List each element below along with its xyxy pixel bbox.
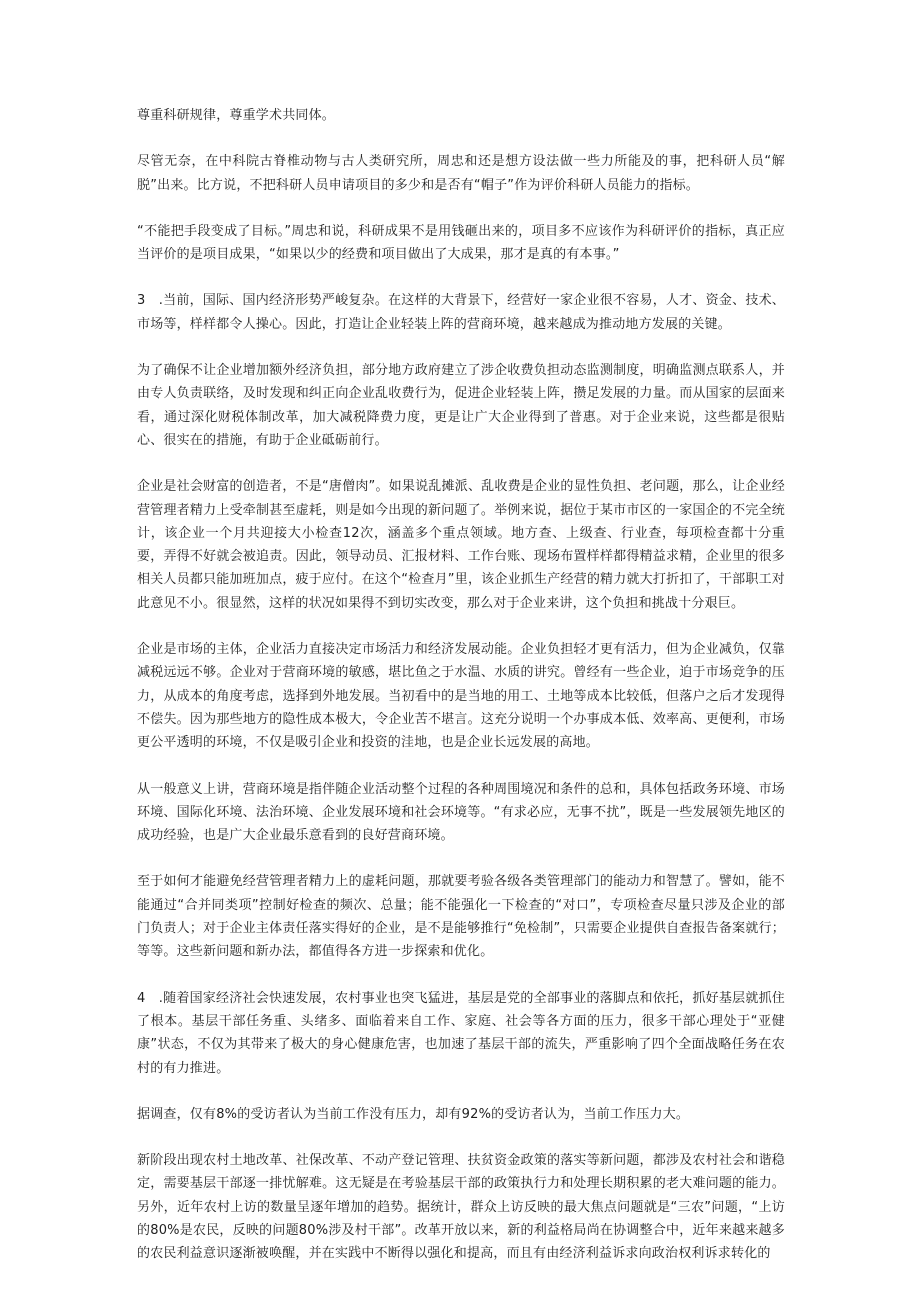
paragraph-6: 企业是社会财富的创造者，不是“唐僧肉”。如果说乱摊派、乱收费是企业的显性负担、老问题，那么，让企业经营管理者精力上受牵制甚至虚耗，则是如今出现的新问题了。举例来说，据位于某市市区的一家国企的不完全统计，该企业一个月共迎接大小检查12次，涵盖多个重点领域。地方查、上级查、行业查，每项检查都十分重要，弄得不好就会被追责。因此，领导动员、汇报材料、工作台账、现场布置样样都得精益求精，企业里的很多相关人员都只能加班加点，疲于应付。在这个“检查月”里，该企业抓生产经营的精力就大打折扣了，干部职工对此意见不小。很显然，这样的状况如果得不到切实改变，那么对于企业来讲，这个负担和挑战十分艰巨。: [137, 479, 785, 611]
paragraph-10: 4 .随着国家经济社会快速发展，农村事业也突飞猛进，基层是党的全部事业的落脚点和依托，抓好基层就抓住了根本。基层干部任务重、头绪多、面临着来自工作、家庭、社会等各方面的压力，很多干部心理处于“亚健康”状态，不仅为其带来了极大的身心健康危害，也加速了基层干部的流失，严重影响了四个全面战略任务在农村的有力推进。: [137, 990, 785, 1076]
paragraph-9: 至于如何才能避免经营管理者精力上的虚耗问题，那就要考验各级各类管理部门的能动力和智慧了。譬如，能不能通过“合并同类项”控制好检查的频次、总量；能不能强化一下检查的“对口”，专项检查尽量只涉及企业的部门负责人；对于企业主体责任落实得好的企业，是不是能够推行“免检制”，只需要企业提供自查报告备案就行；等等。这些新问题和新办法，都值得各方进一步探索和优化。: [137, 874, 785, 960]
paragraph-11: 据调查，仅有8%的受访者认为当前工作没有压力，却有92%的受访者认为，当前工作压力大。: [137, 1106, 690, 1122]
paragraph-3: “不能把手段变成了目标。”周忠和说，科研成果不是用钱砸出来的，项目多不应该作为科研评价的指标，真正应当评价的是项目成果，“如果以少的经费和项目做出了大成果，那才是真的有本事。”: [137, 223, 785, 263]
paragraph-4: 3 .当前，国际、国内经济形势严峻复杂。在这样的大背景下，经营好一家企业很不容易，人才、资金、技术、市场等，样样都令人操心。因此，打造让企业轻装上阵的营商环境，越来越成为推动地方发展的关键。: [137, 293, 785, 332]
paragraph-12: 新阶段出现农村土地改革、社保改革、不动产登记管理、扶贫资金政策的落实等新问题，都涉及农村社会和谐稳定，需要基层干部逐一排忧解难。这无疑是在考验基层干部的政策执行力和处理长期积累的老大难问题的能力。另外，近年农村上访的数量呈逐年增加的趋势。据统计，群众上访反映的最大焦点问题就是“三农”问题，“上访的80%是农民，反映的问题80%涉及村干部”。改革开放以来，新的利益格局尚在协调整合中，近年来越来越多的农民利益意识逐渐被唤醒，并在实践中不断得以强化和提高，而且有由经济利益诉求向政治权利诉求转化的: [137, 1153, 785, 1262]
article-body: [137, 104, 785, 1266]
paragraph-5: 为了确保不让企业增加额外经济负担，部分地方政府建立了涉企收费负担动态监测制度，明确监测点联系人，并由专人负责联络，及时发现和纠正向企业乱收费行为，促进企业轻装上阵，攒足发展的力量。而从国家的层面来看，通过深化财税体制改革，加大减税降费力度，更是让广大企业得到了普惠。对于企业来说，这些都是很贴心、很实在的措施，有助于企业砥砺前行。: [137, 363, 785, 448]
paragraph-7: 企业是市场的主体，企业活力直接决定市场活力和经济发展动能。企业负担轻才更有活力，但为企业减负，仅靠减税远远不够。企业对于营商环境的敏感，堪比鱼之于水温、水质的讲究。曾经有一些企业，迫于市场竞争的压力，从成本的角度考虑，选择到外地发展。当初看中的是当地的用工、土地等成本比较低，但落户之后才发现得不偿失。因为那些地方的隐性成本极大，令企业苦不堪言。这充分说明一个办事成本低、效率高、更便利，市场更公平透明的环境，不仅是吸引企业和投资的洼地，也是企业长远发展的高地。: [137, 642, 785, 751]
paragraph-1: 尊重科研规律，尊重学术共同体。: [137, 108, 336, 123]
paragraph-2: 尽管无奈，在中科院古脊椎动物与古人类研究所，周忠和还是想方设法做一些力所能及的事，把科研人员“解脱”出来。比方说，不把科研人员申请项目的多少和是否有“帽子”作为评价科研人员能力的指标。: [137, 154, 785, 193]
paragraph-8: 从一般意义上讲，营商环境是指伴随企业活动整个过程的各种周围境况和条件的总和，具体包括政务环境、市场环境、国际化环境、法治环境、企业发展环境和社会环境等。“有求必应，无事不扰”，既是一些发展领先地区的成功经验，也是广大企业最乐意看到的良好营商环境。: [137, 781, 785, 844]
